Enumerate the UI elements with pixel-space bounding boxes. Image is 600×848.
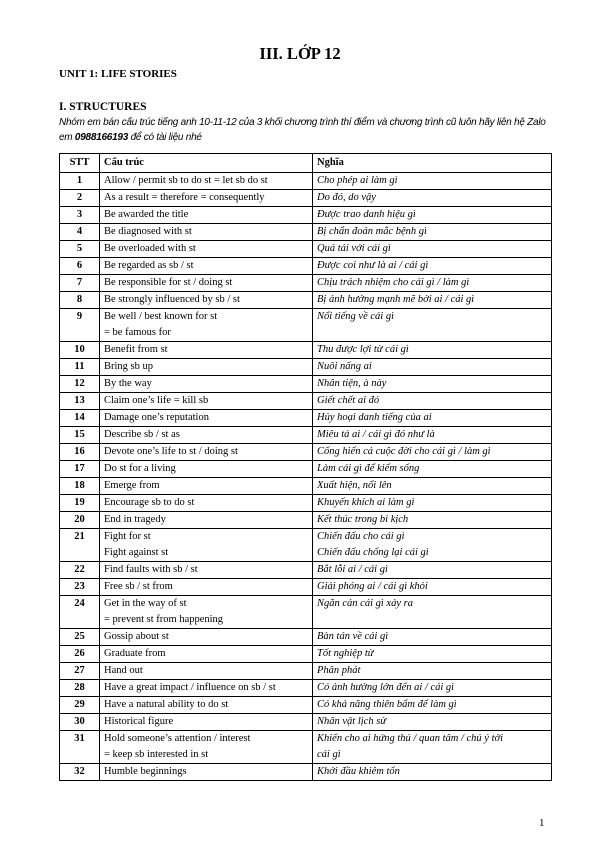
meaning-text: Bắt lỗi ai / cái gì — [317, 564, 388, 575]
row-number: 25 — [60, 629, 100, 646]
meaning-cell — [313, 410, 552, 427]
meaning-text: Chịu trách nhiệm cho cái gì / làm gì — [317, 277, 470, 288]
structure-text: Be strongly influenced by sb / st — [104, 294, 240, 305]
meaning-cell — [313, 292, 552, 309]
structure-text: Be responsible for st / doing st — [104, 277, 233, 288]
structure-cell — [100, 224, 313, 241]
structure-text: Describe sb / st as — [104, 429, 180, 440]
meaning-cell — [313, 764, 552, 781]
meaning-cell — [313, 190, 552, 207]
row-number: 26 — [60, 646, 100, 663]
meaning-cell — [313, 427, 552, 444]
meaning-text: Miêu tả ai / cái gì đó như là — [317, 429, 435, 440]
meaning-cell — [313, 495, 552, 512]
structure-text: Free sb / st from — [104, 581, 173, 592]
header-structure: Cấu trúc — [100, 154, 313, 173]
structure-cell — [100, 241, 313, 258]
meaning-text: Được coi như là ai / cái gì — [317, 260, 429, 271]
structure-cell — [100, 258, 313, 275]
row-number: 21 — [60, 529, 100, 562]
meaning-cell — [313, 680, 552, 697]
structure-text: = keep sb interested in st — [104, 749, 209, 760]
row-number: 29 — [60, 697, 100, 714]
row-number: 32 — [60, 764, 100, 781]
section-title: I. STRUCTURES — [59, 101, 147, 113]
row-number: 22 — [60, 562, 100, 579]
meaning-text: Nuôi nấng ai — [317, 361, 372, 372]
table-row — [60, 764, 552, 781]
row-number: 16 — [60, 444, 100, 461]
table-row — [60, 512, 552, 529]
meaning-cell — [313, 562, 552, 579]
meaning-text: Thu được lợi từ cái gì — [317, 344, 409, 355]
structure-cell — [100, 376, 313, 393]
table-row — [60, 495, 552, 512]
structure-text: Get in the way of st — [104, 598, 187, 609]
meaning-text: Xuất hiện, nổi lên — [317, 480, 392, 491]
meaning-text: Tốt nghiệp từ — [317, 648, 374, 659]
row-number: 6 — [60, 258, 100, 275]
table-row — [60, 292, 552, 309]
row-number: 30 — [60, 714, 100, 731]
meaning-text: Cống hiến cả cuộc đời cho cái gì / làm gì — [317, 446, 491, 457]
meaning-cell — [313, 393, 552, 410]
meaning-cell — [313, 309, 552, 342]
table-row — [60, 596, 552, 629]
structure-cell — [100, 359, 313, 376]
table-row — [60, 275, 552, 292]
row-number: 17 — [60, 461, 100, 478]
note-phone: 0988166193 — [74, 132, 129, 143]
structure-text: As a result = therefore = consequently — [104, 192, 265, 203]
table-row — [60, 359, 552, 376]
meaning-cell — [313, 512, 552, 529]
meaning-text: Phân phát — [317, 665, 361, 676]
table-row — [60, 376, 552, 393]
structure-text: Be awarded the title — [104, 209, 189, 220]
structure-cell — [100, 461, 313, 478]
structure-text: Fight for st — [104, 531, 151, 542]
meaning-text: Nhân tiện, à này — [317, 378, 387, 389]
meaning-cell — [313, 697, 552, 714]
row-number: 28 — [60, 680, 100, 697]
row-number: 19 — [60, 495, 100, 512]
row-number: 18 — [60, 478, 100, 495]
row-number: 2 — [60, 190, 100, 207]
table-body — [60, 173, 552, 781]
table-row — [60, 562, 552, 579]
meaning-cell — [313, 478, 552, 495]
table-header-row — [60, 154, 552, 173]
row-number: 5 — [60, 241, 100, 258]
row-number: 11 — [60, 359, 100, 376]
meaning-cell — [313, 579, 552, 596]
structure-cell — [100, 393, 313, 410]
meaning-cell — [313, 461, 552, 478]
meaning-cell — [313, 275, 552, 292]
table-row — [60, 444, 552, 461]
table-row — [60, 393, 552, 410]
structure-text: Be diagnosed with st — [104, 226, 192, 237]
table-row — [60, 173, 552, 190]
structure-text: Graduate from — [104, 648, 166, 659]
table-row — [60, 529, 552, 562]
header-stt: STT — [60, 154, 100, 173]
row-number: 20 — [60, 512, 100, 529]
structure-text: Encourage sb to do st — [104, 497, 195, 508]
meaning-text: Giải phóng ai / cái gì khỏi — [317, 581, 428, 592]
structure-cell — [100, 478, 313, 495]
meaning-text: Cho phép ai làm gì — [317, 175, 398, 186]
structure-cell — [100, 512, 313, 529]
row-number: 8 — [60, 292, 100, 309]
meaning-cell — [313, 714, 552, 731]
meaning-cell — [313, 173, 552, 190]
structure-text: By the way — [104, 378, 152, 389]
structure-cell — [100, 731, 313, 764]
row-number: 27 — [60, 663, 100, 680]
meaning-cell — [313, 444, 552, 461]
row-number: 12 — [60, 376, 100, 393]
table-row — [60, 731, 552, 764]
page-title: III. LỚP 12 — [259, 44, 341, 63]
meaning-cell — [313, 241, 552, 258]
meaning-cell — [313, 207, 552, 224]
structure-text: Historical figure — [104, 716, 174, 727]
structure-text: Humble beginnings — [104, 766, 187, 777]
table-row — [60, 680, 552, 697]
meaning-cell — [313, 359, 552, 376]
row-number: 13 — [60, 393, 100, 410]
meaning-cell — [313, 646, 552, 663]
structure-cell — [100, 275, 313, 292]
table-row — [60, 224, 552, 241]
meaning-cell — [313, 629, 552, 646]
meaning-text: cái gì — [317, 749, 341, 760]
structure-text: Gossip about st — [104, 631, 169, 642]
table-row — [60, 629, 552, 646]
row-number: 23 — [60, 579, 100, 596]
structure-text: Benefit from st — [104, 344, 168, 355]
row-number: 1 — [60, 173, 100, 190]
meaning-text: Có ảnh hưởng lớn đến ai / cái gì — [317, 682, 455, 693]
row-number: 7 — [60, 275, 100, 292]
row-number: 4 — [60, 224, 100, 241]
structure-text: Have a great impact / influence on sb / st — [104, 682, 276, 693]
meaning-text: Nhân vật lịch sử — [317, 716, 387, 727]
structure-cell — [100, 190, 313, 207]
table-row — [60, 342, 552, 359]
structure-text: Emerge from — [104, 480, 160, 491]
table-row — [60, 478, 552, 495]
structure-text: Find faults with sb / st — [104, 564, 198, 575]
table-row — [60, 663, 552, 680]
meaning-cell — [313, 663, 552, 680]
structure-cell — [100, 529, 313, 562]
meaning-text: Chiến đấu chống lại cái gì — [317, 547, 429, 558]
structure-cell — [100, 342, 313, 359]
structure-cell — [100, 646, 313, 663]
note-text: Nhóm em bán cấu trúc tiếng anh 10-11-12 của 3 khối chương trình thí điểm và chương trình cũ luôn hãy liên hệ Zalo em — [59, 117, 546, 143]
structures-table — [59, 153, 552, 781]
meaning-text: Khởi đầu khiêm tốn — [317, 766, 400, 777]
structure-cell — [100, 680, 313, 697]
table-row — [60, 461, 552, 478]
structure-text: Be well / best known for st — [104, 311, 218, 322]
unit-title: UNIT 1: LIFE STORIES — [59, 68, 177, 80]
meaning-text: Bị chẩn đoán mắc bệnh gì — [317, 226, 427, 237]
meaning-cell — [313, 596, 552, 629]
table-row — [60, 697, 552, 714]
table-row — [60, 309, 552, 342]
row-number: 10 — [60, 342, 100, 359]
meaning-text: Có khả năng thiên bẩm để làm gì — [317, 699, 457, 710]
meaning-text: Nổi tiếng về cái gì — [317, 311, 394, 322]
structure-text: = be famous for — [104, 327, 171, 338]
meaning-cell — [313, 529, 552, 562]
structure-cell — [100, 444, 313, 461]
structure-cell — [100, 629, 313, 646]
meaning-text: Khiến cho ai hứng thú / quan tâm / chú ý tới — [317, 733, 504, 744]
row-number: 24 — [60, 596, 100, 629]
meaning-cell — [313, 258, 552, 275]
structure-cell — [100, 714, 313, 731]
meaning-cell — [313, 376, 552, 393]
meaning-cell — [313, 342, 552, 359]
page-number: 1 — [539, 817, 545, 829]
row-number: 9 — [60, 309, 100, 342]
table-row — [60, 190, 552, 207]
meaning-text: Hủy hoại danh tiếng của ai — [317, 412, 432, 423]
table-row — [60, 579, 552, 596]
structure-cell — [100, 495, 313, 512]
structure-cell — [100, 173, 313, 190]
structure-cell — [100, 207, 313, 224]
table-row — [60, 410, 552, 427]
structure-text: = prevent st from happening — [104, 614, 224, 625]
structure-text: End in tragedy — [104, 514, 166, 525]
structure-text: Devote one’s life to st / doing st — [104, 446, 238, 457]
row-number: 15 — [60, 427, 100, 444]
meaning-text: Khuyến khích ai làm gì — [317, 497, 415, 508]
structure-text: Do st for a living — [104, 463, 176, 474]
table-row — [60, 427, 552, 444]
structure-text: Hand out — [104, 665, 143, 676]
structure-text: Claim one’s life = kill sb — [104, 395, 209, 406]
meaning-text: Quá tải với cái gì — [317, 243, 391, 254]
structure-cell — [100, 697, 313, 714]
structure-cell — [100, 562, 313, 579]
structure-text: Damage one’s reputation — [104, 412, 209, 423]
table-row — [60, 646, 552, 663]
structure-cell — [100, 410, 313, 427]
structure-text: Have a natural ability to do st — [104, 699, 229, 710]
meaning-text: Ngăn cản cái gì xảy ra — [317, 598, 413, 609]
meaning-cell — [313, 731, 552, 764]
meaning-text: Giết chết ai đó — [317, 395, 380, 406]
note-suffix: để có tài liệu nhé — [128, 132, 202, 143]
meaning-text: Được trao danh hiệu gì — [317, 209, 416, 220]
meaning-text: Do đó, do vậy — [317, 192, 376, 203]
meaning-cell — [313, 224, 552, 241]
row-number: 14 — [60, 410, 100, 427]
structure-cell — [100, 427, 313, 444]
structure-text: Allow / permit sb to do st = let sb do st — [104, 175, 268, 186]
table-row — [60, 258, 552, 275]
row-number: 31 — [60, 731, 100, 764]
meaning-text: Chiến đấu cho cái gì — [317, 531, 405, 542]
meaning-text: Bàn tán về cái gì — [317, 631, 389, 642]
meaning-text: Kết thúc trong bi kịch — [317, 514, 409, 525]
structure-text: Be regarded as sb / st — [104, 260, 194, 271]
row-number: 3 — [60, 207, 100, 224]
meaning-text: Làm cái gì để kiếm sống — [317, 463, 420, 474]
header-meaning: Nghĩa — [313, 154, 552, 173]
structure-cell — [100, 579, 313, 596]
structure-text: Be overloaded with st — [104, 243, 196, 254]
contact-note — [59, 115, 551, 145]
meaning-text: Bị ảnh hưởng mạnh mẽ bởi ai / cái gì — [317, 294, 475, 305]
structure-cell — [100, 663, 313, 680]
structure-cell — [100, 596, 313, 629]
structure-cell — [100, 764, 313, 781]
structure-cell — [100, 309, 313, 342]
structure-cell — [100, 292, 313, 309]
structure-text: Fight against st — [104, 547, 169, 558]
table-row — [60, 207, 552, 224]
structure-text: Bring sb up — [104, 361, 154, 372]
table-row — [60, 241, 552, 258]
structure-text: Hold someone’s attention / interest — [104, 733, 251, 744]
table-row — [60, 714, 552, 731]
